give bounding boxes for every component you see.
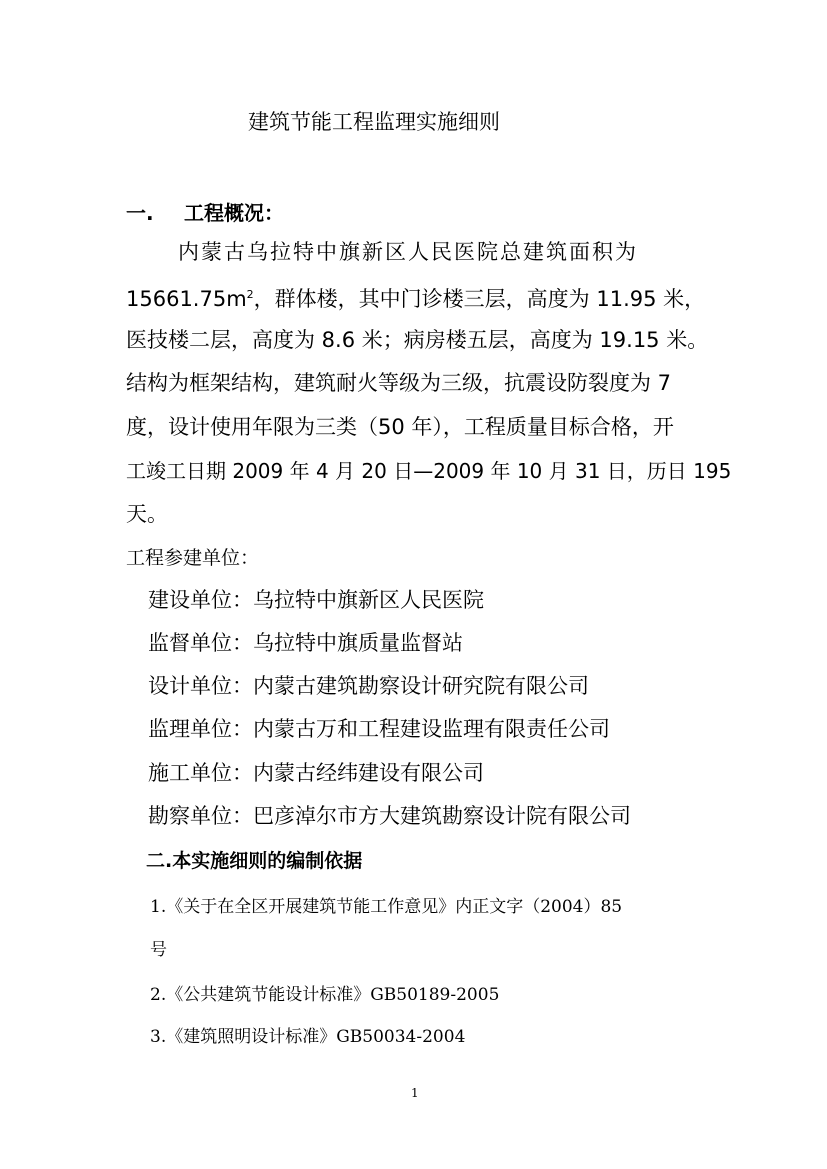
document-title: 建筑节能工程监理实施细则 [248, 110, 500, 134]
section-1-number: 一. [126, 201, 154, 225]
reference-item: 1.《关于在全区开展建筑节能工作意见》内正文字（2004）85 [150, 897, 623, 917]
area-value: 15661.75m [126, 287, 247, 311]
participants-heading: 工程参建单位： [126, 547, 260, 569]
participant-item: 施工单位：内蒙古经纬建设有限公司 [148, 761, 484, 785]
overview-line-6: 工竣工日期 2009 年 4 月 20 日—2009 年 10 月 31 日，历日 195 [126, 459, 732, 483]
reference-item: 3.《建筑照明设计标准》GB50034-2004 [150, 1027, 466, 1047]
area-superscript: 2 [246, 288, 254, 301]
participant-item: 建设单位：乌拉特中旗新区人民医院 [148, 588, 484, 612]
reference-item: 2.《公共建筑节能设计标准》GB50189-2005 [150, 985, 500, 1005]
participant-item: 监理单位：内蒙古万和工程建设监理有限责任公司 [148, 717, 610, 741]
overview-line-4: 结构为框架结构，建筑耐火等级为三级，抗震设防裂度为 7 [126, 371, 672, 395]
participant-item: 监督单位：乌拉特中旗质量监督站 [148, 631, 463, 655]
overview-line-2 [126, 283, 705, 313]
reference-item-continuation: 号 [150, 940, 167, 960]
page-number: 1 [411, 1086, 419, 1100]
participant-item: 设计单位：内蒙古建筑勘察设计研究院有限公司 [148, 674, 589, 698]
section-1-heading [126, 197, 284, 226]
overview-line-3: 医技楼二层，高度为 8.6 米；病房楼五层，高度为 19.15 米。 [126, 328, 709, 352]
section-2-heading: 二.本实施细则的编制依据 [146, 850, 363, 872]
participant-item: 勘察单位：巴彦淖尔市方大建筑勘察设计院有限公司 [148, 804, 631, 828]
overview-line-5: 度，设计使用年限为三类（50 年），工程质量目标合格，开 [126, 415, 674, 439]
overview-line-1: 内蒙古乌拉特中旗新区人民医院总建筑面积为 [178, 240, 638, 264]
overview-line-7: 天。 [126, 502, 168, 526]
overview-line-2-rest: ，群体楼，其中门诊楼三层，高度为 11.95 米， [253, 287, 706, 311]
section-1-title: 工程概况： [184, 201, 284, 225]
